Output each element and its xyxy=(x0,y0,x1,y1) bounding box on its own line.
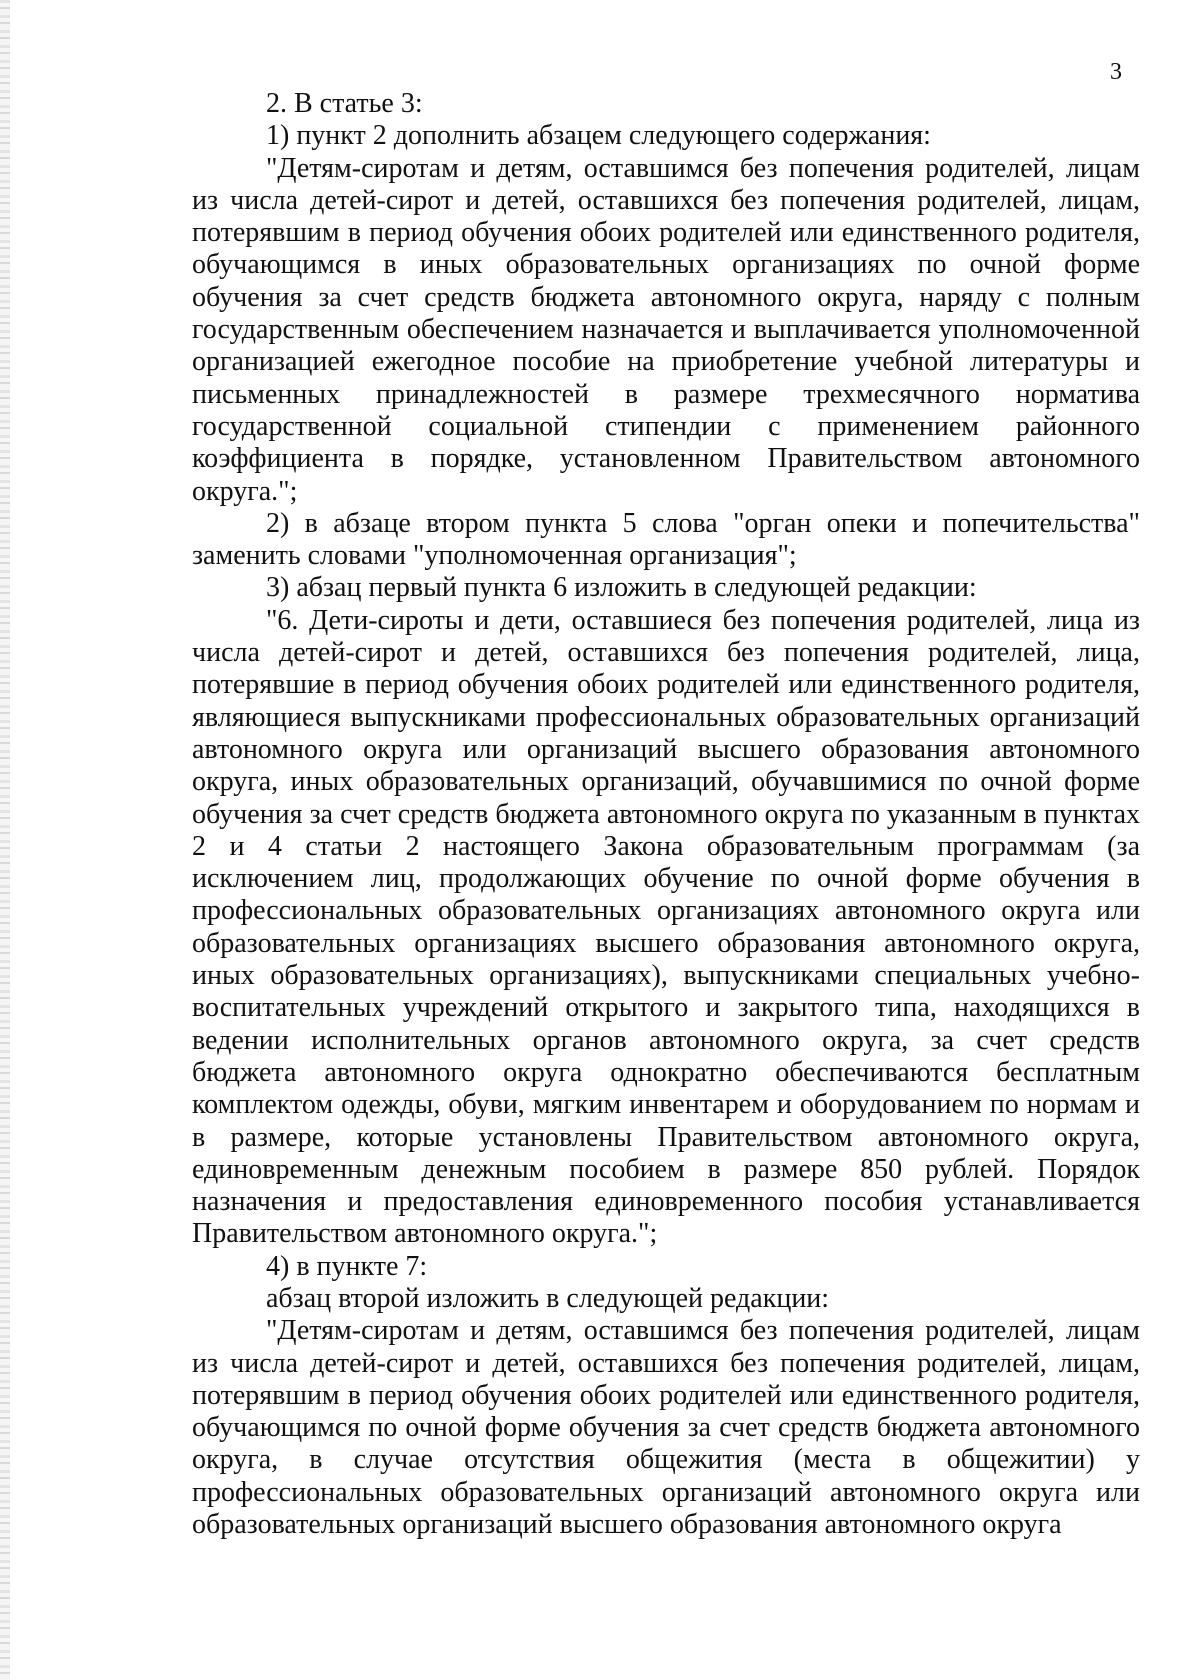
paragraph-item-3: 3) абзац первый пункта 6 изложить в следующей редакции: xyxy=(266,572,977,604)
paragraph-article-3-heading: 2. В статье 3: xyxy=(266,88,423,119)
paragraph-item-4-subheading: абзац второй изложить в следующей редакции: xyxy=(266,1282,830,1314)
paragraph-item-4-text: "Детям-сиротам и детям, оставшимся без попечения родителей, лицам из числа детей-сирот и детей, оставшихся без попечения родителей, лицам, потерявшим в период обучения обоих родителей или единственного родителя, обучающимся по очной форме обучения за счет средств бюджета автономного округа, в случае отсутствия общежития (места в общежитии) у профессиональных образовательных организаций автономного округа или образовательных организаций высшего образования автономного округа xyxy=(192,1315,1140,1541)
paragraph-item-2: 2) в абзаце втором пункта 5 слова "орган опеки и попечительства" заменить словами "уполномоченная организация"; xyxy=(192,507,1140,572)
paragraph-item-1: 1) пункт 2 дополнить абзацем следующего содержания: xyxy=(266,120,931,152)
scan-edge xyxy=(0,0,10,1680)
document-body xyxy=(192,88,1140,1541)
paragraph-item-4: 4) в пункте 7: xyxy=(266,1250,428,1282)
paragraph-item-3-text: "6. Дети-сироты и дети, оставшиеся без попечения родителей, лица из числа детей-сирот и детей, оставшихся без попечения родителей, лица, потерявшие в период обучения обоих родителей или единственного родителя, являющиеся выпускниками профессиональных образовательных организаций автономного округа или организаций высшего образования автономного округа, иных образовательных организаций, обучавшимися по очной форме обучения за счет средств бюджета автономного округа по указанным в пунктах 2 и 4 статьи 2 настоящего Закона образовательным программам (за исключением лиц, продолжающих обучение по очной форме обучения в профессиональных образовательных организациях автономного округа или образовательных организациях высшего образования автономного округа, иных образовательных организациях), выпускниками специальных учебно-воспитательных учреждений открытого и закрытого типа, находящихся в ведении исполнительных органов автономного округа, за счет средств бюджета автономного округа однократно обеспечиваются бесплатным комплектом одежды, обуви, мягким инвентарем и оборудованием по нормам и в размере, которые установлены Правительством автономного округа, единовременным денежным пособием в размере 850 рублей. Порядок назначения и предоставления единовременного пособия устанавливается Правительством автономного округа."; xyxy=(192,604,1140,1250)
page-number: 3 xyxy=(1110,59,1122,85)
paragraph-item-1-text: "Детям-сиротам и детям, оставшимся без попечения родителей, лицам из числа детей-сирот и детей, оставшихся без попечения родителей, лицам, потерявшим в период обучения обоих родителей или единственного родителя, обучающимся в иных образовательных организациях по очной форме обучения за счет средств бюджета автономного округа, наряду с полным государственным обеспечением назначается и выплачивается уполномоченной организацией ежегодное пособие на приобретение учебной литературы и письменных принадлежностей в размере трехмесячного норматива государственной социальной стипендии с применением районного коэффициента в порядке, установленном Правительством автономного округа."; xyxy=(192,152,1140,507)
